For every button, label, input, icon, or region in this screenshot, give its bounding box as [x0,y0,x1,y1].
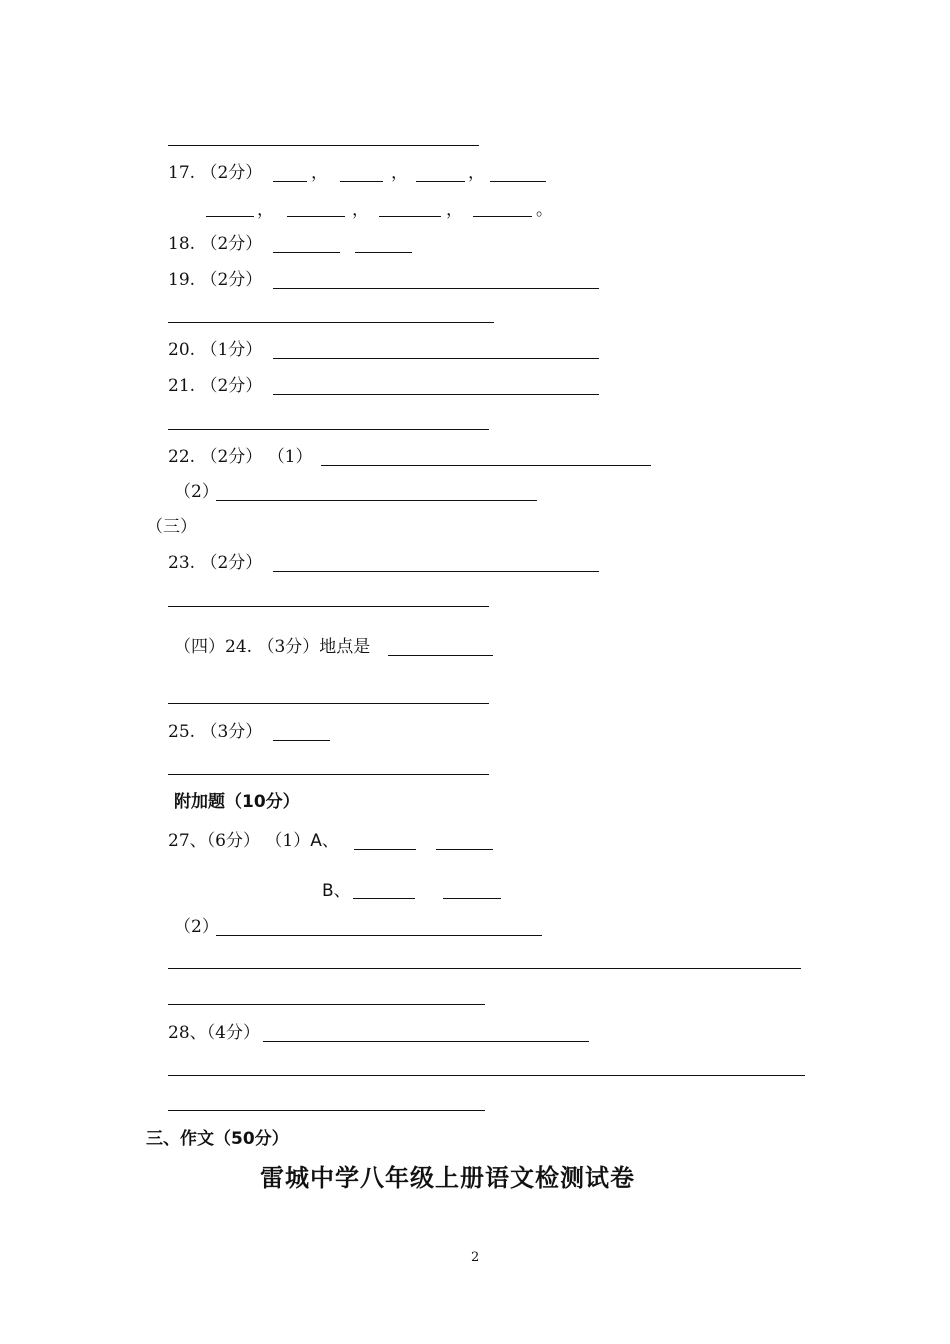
q22-part2-line[interactable] [216,500,537,501]
q19-label: 19. （2分） [168,270,263,290]
q27-b-blank-2[interactable] [443,898,501,899]
q27-a-blank-2[interactable] [436,849,493,850]
q22-part2-label: （2） [174,482,219,502]
q27-a-blank-1[interactable] [354,849,416,850]
q20-answer-line[interactable] [273,358,599,359]
q17-blank-8[interactable] [473,216,532,217]
q27-part2-line[interactable] [216,935,542,936]
answer-line[interactable] [168,145,479,146]
q25-answer-line[interactable] [168,774,489,775]
q27-b-blank-1[interactable] [353,898,415,899]
q22-label: 22. （2分） （1） [168,447,313,467]
q19-answer-line[interactable] [273,288,599,289]
comma: ， [311,163,328,183]
essay-section-title: 三、作文（50分） [146,1129,289,1149]
comma: ， [446,200,463,220]
q27-label: 27、（6分） （1）A、 [168,831,339,851]
q27-option-b: B、 [322,881,351,901]
q24-label: （四）24. （3分）地点是 [174,637,371,657]
q18-blank-1[interactable] [273,252,340,253]
q17-blank-3[interactable] [416,181,465,182]
q24-answer-line[interactable] [388,655,493,656]
q23-answer-line-2[interactable] [168,606,489,607]
q28-answer-line[interactable] [263,1041,589,1042]
q18-blank-2[interactable] [355,252,412,253]
q28-answer-line-short[interactable] [168,1110,485,1111]
q28-label: 28、（4分） [168,1023,260,1043]
period: 。 [536,200,553,220]
q17-blank-1[interactable] [273,181,307,182]
q21-label: 21. （2分） [168,376,263,396]
q17-blank-7[interactable] [379,216,441,217]
q23-answer-line[interactable] [273,571,599,572]
q21-answer-line-2[interactable] [168,429,489,430]
q28-answer-line-long[interactable] [168,1075,805,1076]
comma: ， [391,163,408,183]
q27-part2-label: （2） [174,917,219,937]
q23-label: 23. （2分） [168,553,263,573]
comma: ， [468,163,485,183]
q25-blank[interactable] [273,740,330,741]
q24-answer-line-2[interactable] [168,703,489,704]
comma: ， [257,200,274,220]
q17-blank-5[interactable] [206,216,254,217]
q18-label: 18. （2分） [168,234,263,254]
q27-answer-line-short[interactable] [168,1004,485,1005]
q21-answer-line[interactable] [273,394,599,395]
q25-label: 25. （3分） [168,722,263,742]
section-3-label: （三） [146,517,197,537]
comma: ， [352,200,369,220]
q17-blank-6[interactable] [287,216,345,217]
q22-part1-line[interactable] [321,465,651,466]
exam-title: 雷城中学八年级上册语文检测试卷 [260,1164,635,1192]
q20-label: 20. （1分） [168,340,263,360]
page-number: 2 [471,1250,480,1265]
q17-blank-4[interactable] [490,181,546,182]
q27-answer-line-long[interactable] [168,968,801,969]
q17-blank-2[interactable] [340,181,383,182]
q17-label: 17. （2分） [168,163,263,183]
bonus-section-title: 附加题（10分） [174,792,300,812]
q19-answer-line-2[interactable] [168,322,494,323]
